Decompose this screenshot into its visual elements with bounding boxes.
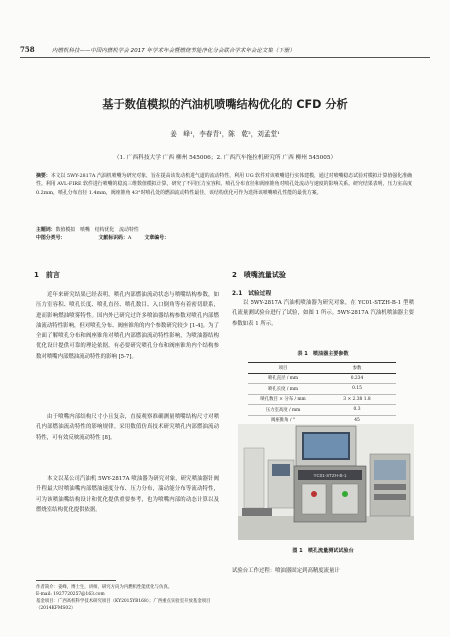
table-cell: 喷孔数目 × 分布 / mm [248, 394, 318, 405]
table-header-param: 参数 [318, 363, 396, 374]
table-cell: 喷孔直径 / mm [248, 373, 318, 384]
clc-label: 中图分类号： [36, 235, 66, 242]
table1-caption: 表 1 喷油器主要参数 [297, 351, 349, 357]
table-cell: 3 × 2.38 1.8 [318, 394, 396, 405]
author-list: 姜 峰¹，李春青¹，陈 乾²，刘孟堂¹ [170, 130, 280, 138]
page-number: 758 [20, 45, 35, 54]
table-row [248, 394, 396, 405]
keywords-block [36, 226, 412, 243]
abstract-text: 本文以 5WY-2817A 汽油机喷嘴为研究对象，旨在提高该发动机进气道的流动特性，利用 UG 软件对该喷嘴进行实体建模，通过对喷嘴稳态试验对模拟计算值强化准确性。利用 AVL-FIRE 软件进行喷嘴的稳流三维数值模拟计算，研究了不同压力室容积、喷孔分布直径和阀座锥角对喷孔处流动与速度的影响关系。研究结果表明，压力室高度 0.2mm，喷孔分布直径 1.4mm，阀座锥角 43°时喷孔处的燃油流动特性最佳，该结构优化可作为选择该喷嘴喷孔性能的最优方案。 [36, 173, 412, 196]
table-row [248, 373, 396, 384]
table-cell: 0.234 [318, 373, 396, 384]
affiliation: （1. 广西科技大学 广西 柳州 545006；2. 广西汽车拖拉机研究所 广西 柳州 545005） [113, 155, 337, 161]
table-cell: 阀座锥角 / ° [248, 415, 318, 426]
section2-heading: 2 喷嘴流量试验 [232, 271, 286, 279]
footnote-funding: 基金项目：广西高校科学技术研究项目（KY2015YB168）；广西重点实验室开放基金项目（2014KFMS02） [36, 599, 211, 611]
paper-title: 基于数值模拟的汽油机喷嘴结构优化的 CFD 分析 [102, 98, 348, 111]
abstract [36, 172, 412, 197]
test-process-text: 试验台工作过程：喷油器固定到高精度流量计 [232, 568, 340, 574]
section1-para-3: 本文以某公司汽油机 5WY-2817A 喷油器为研究对象，研究喷油器针阀升程最大时喷油嘴内部燃油速度分布、压力分布，湍动能分布等流动特性，可为该喷油嘴结构设计和优化提供重要参考，也为喷嘴内部的动态计算以及燃烧室结构优化提供依据。 [36, 476, 219, 513]
section1-para-1: 近年来研究结果已经表明，喷孔内部燃油流动状态与喷嘴结构参数，如压力室容积、喷孔长度、喷孔直径、喷孔数目、入口倒角等有着密切联系，进而影响燃油喷雾特性。国内外已研究过许多喷油器结构参数对喷孔内部燃油流动特性影响，但对喷孔分布、阀座锥角的内个参数研究较少 [1-4]。为了全面了解喷孔分布和阀座锥角对喷孔内部燃油流动特性影响，为喷油器结构优化设计提供可靠的理论依据，有必要研究喷孔分布和阀座锥角内个结构参数对喷嘴内部燃油流动特性的影响 [5-7]。 [36, 292, 219, 360]
table-cell: 0.15 [318, 384, 396, 395]
keywords-label: 主题词： [36, 227, 56, 233]
footnote-author: 作者简介：姜峰，博士生，讲师，研究方向为内燃机性能优化与仿真。 [36, 585, 173, 590]
figure1-caption: 图 1 喷孔流量测试试验台 [292, 548, 354, 554]
footnote-rule [36, 580, 116, 581]
table-row [248, 405, 396, 416]
section1-para-2: 由于喷嘴内部结构尺寸小且复杂，直接观察准确测量喷嘴结构尺寸对喷孔内部燃油流动特性的影响规律。采用数值仿真技术研究喷孔内部燃油流动特性，可有效反映流动特性 [8]。 [36, 414, 219, 441]
table-row [248, 384, 396, 395]
keywords-text: 数值模拟 喷嘴 结构优化 流动特性 [55, 227, 139, 233]
table-header-row [248, 363, 396, 374]
section2-1-heading: 2.1 试验过程 [232, 291, 272, 297]
device-label: YC01-STZH-B-1 [313, 473, 347, 478]
table-cell: 压力室高度 / mm [248, 405, 318, 416]
section2-para: 以 5WY-2817A 汽油机喷油器为研究对象，在 YC01-STZH-B-1 型喷孔流量测试验台进行了试验，如图 1 所示。5WY-2817A 汽油机喷油器主要参数如表 1 所示。 [232, 300, 414, 327]
table-cell: 45 [318, 415, 396, 426]
table-cell: 喷孔长度 / mm [248, 384, 318, 395]
article-no-label: 文章编号： [144, 235, 169, 242]
section1-heading: 1 前言 [34, 271, 60, 279]
footnote [36, 584, 219, 612]
doc-code-label: 文献标识码： [98, 235, 128, 242]
table-header-item: 项目 [248, 363, 318, 374]
doc-code-value: A [127, 235, 132, 242]
journal-name: 内燃机科技——中国内燃机学会 2017 年学术年会暨燃烧节能净化分会联合学术年会论文集（下册） [52, 48, 295, 54]
test-bench-photo [238, 424, 414, 540]
table-cell: 0.3 [318, 405, 396, 416]
abstract-label: 摘要： [36, 173, 51, 179]
footnote-email: E-mail: 1927720257@163.com [36, 592, 105, 597]
